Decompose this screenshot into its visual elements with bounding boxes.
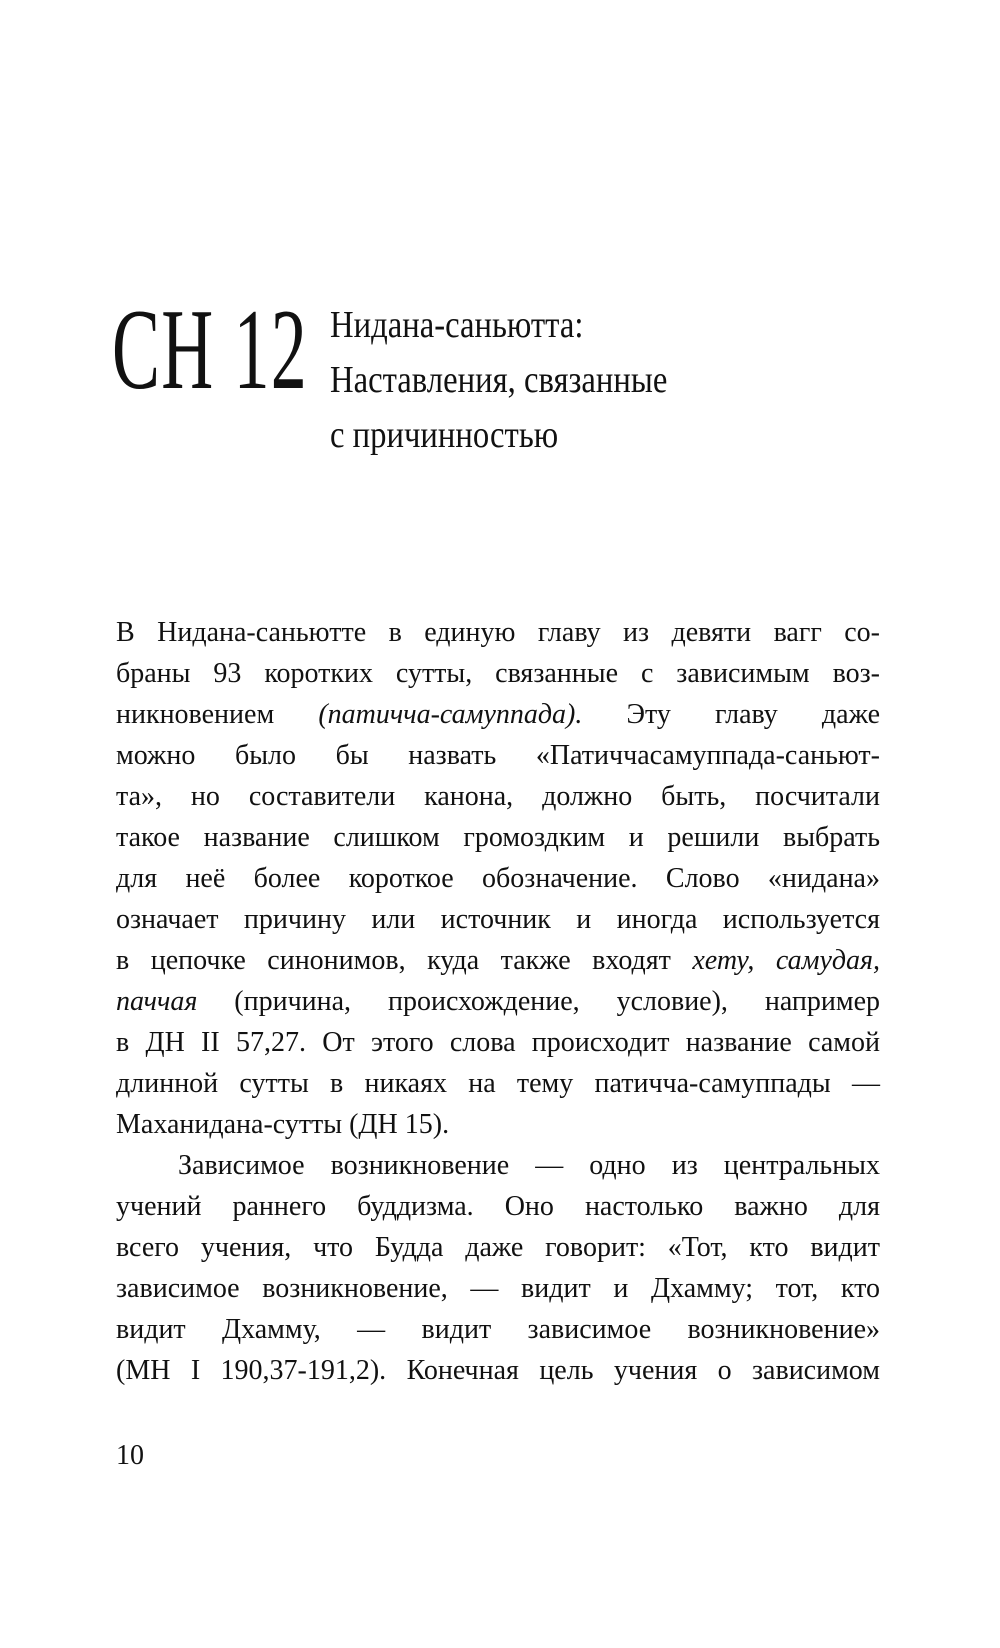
text-line	[116, 817, 880, 858]
text-line	[116, 653, 880, 694]
chapter-title-line: с причинностью	[330, 414, 559, 456]
text-line	[116, 899, 880, 940]
text-segment: в ДН II 57,27. От этого слова происходит название самой	[116, 1027, 880, 1058]
paragraph	[116, 1145, 880, 1391]
text-segment: можно было бы назвать «Патиччасамуппада-саньют-	[116, 740, 880, 771]
chapter-title-line: Нидана-саньютта:	[330, 304, 584, 346]
italic-term: паччая	[116, 986, 198, 1017]
text-line	[116, 1022, 880, 1063]
text-segment: Маханидана-сутты (ДН 15).	[116, 1109, 450, 1140]
text-line	[116, 735, 880, 776]
text-line	[116, 940, 880, 981]
text-segment: такое название слишком громоздким и решили выбрать	[116, 822, 880, 853]
text-line	[116, 612, 880, 653]
italic-term: хету, самудая,	[692, 945, 881, 976]
chapter-code: СН 12	[112, 286, 309, 414]
text-segment: Зависимое возникновение — одно из центральных	[178, 1150, 880, 1181]
text-line	[116, 694, 880, 735]
paragraph	[116, 612, 880, 1145]
text-segment: Эту главу даже	[582, 699, 881, 730]
chapter-title-line: Наставления, связанные	[330, 359, 668, 401]
chapter-title	[330, 298, 667, 463]
text-segment: означает причину или источник и иногда используется	[116, 904, 880, 935]
text-line	[116, 1104, 880, 1145]
text-segment: (МН I 190,37-191,2). Конечная цель учения о зависимом	[116, 1355, 880, 1386]
text-line	[116, 1309, 880, 1350]
text-segment: зависимое возникновение, — видит и Дхамму; тот, кто	[116, 1273, 880, 1304]
text-segment: В Нидана-саньютте в единую главу из девяти вагг со-	[116, 617, 880, 648]
text-line	[116, 776, 880, 817]
text-segment: никновением	[116, 699, 319, 730]
italic-term: (патичча-самуппада).	[318, 699, 583, 730]
text-segment: видит Дхамму, — видит зависимое возникновение»	[116, 1314, 880, 1345]
text-segment: (причина, происхождение, условие), например	[197, 986, 880, 1017]
text-line	[116, 1268, 880, 1309]
text-line	[116, 981, 880, 1022]
text-segment: в цепочке синонимов, куда также входят	[116, 945, 693, 976]
text-line	[116, 1350, 880, 1391]
text-segment: браны 93 коротких сутты, связанные с зависимым воз-	[116, 658, 880, 689]
text-segment: та», но составители канона, должно быть, посчитали	[116, 781, 880, 812]
text-line	[116, 1186, 880, 1227]
text-segment: учений раннего буддизма. Оно настолько важно для	[116, 1191, 880, 1222]
page-number: 10	[116, 1440, 144, 1471]
text-line	[116, 858, 880, 899]
text-line	[116, 1227, 880, 1268]
text-segment: для неё более короткое обозначение. Слово «нидана»	[116, 863, 880, 894]
body-text	[116, 612, 880, 1391]
text-segment: длинной сутты в никаях на тему патичча-самуппады —	[116, 1068, 880, 1099]
text-segment: всего учения, что Будда даже говорит: «Тот, кто видит	[116, 1232, 880, 1263]
text-line	[116, 1145, 880, 1186]
text-line	[116, 1063, 880, 1104]
